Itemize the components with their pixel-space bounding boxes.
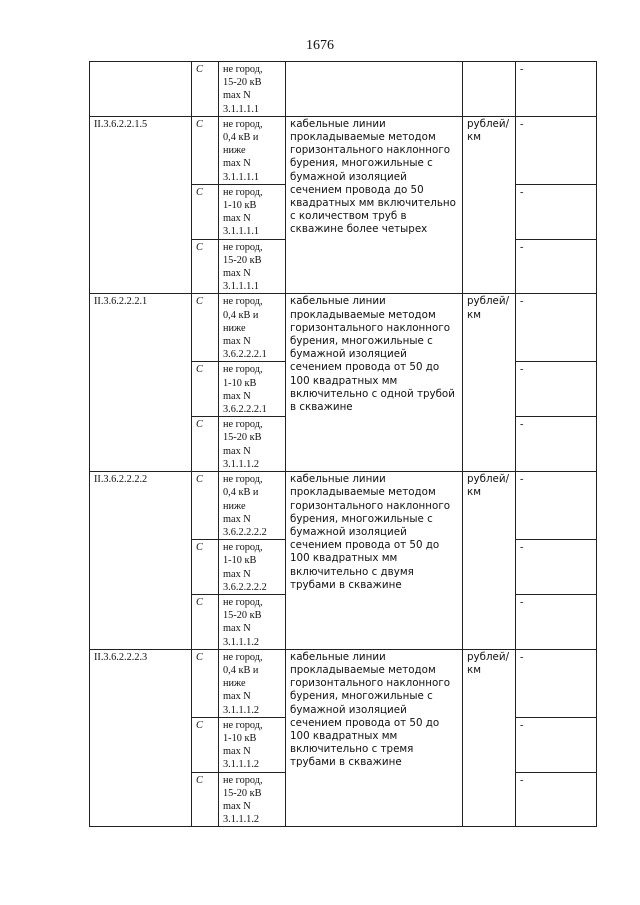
s-cell: С (192, 362, 219, 417)
condition-line: ниже (223, 500, 246, 512)
s-cell: С (192, 649, 219, 717)
description-cell: кабельные линии прокладываемые методом горизонтального наклонного бурения, многожильные с бумажной изоляцией сечением провода от 50 до 100 квадратных мм включительно с тремя трубами в скважине (286, 649, 463, 827)
s-cell: С (192, 540, 219, 595)
value-cell: - (516, 472, 597, 540)
table-row (90, 116, 597, 184)
condition-line: 1-10 кВ (223, 377, 257, 389)
condition-cell (219, 239, 286, 294)
condition-line: 15-20 кВ (223, 254, 262, 266)
condition-line: 3.1.1.1.2 (223, 636, 260, 648)
s-cell: С (192, 472, 219, 540)
condition-cell (219, 594, 286, 649)
description-cell: кабельные линии прокладываемые методом горизонтального наклонного бурения, многожильные с бумажной изоляцией сечением провода от 50 до 100 квадратных мм включительно с одной трубой в скважине (286, 294, 463, 472)
code-cell: II.3.6.2.2.2.3 (90, 649, 192, 827)
condition-line: не город, (223, 186, 263, 198)
condition-line: 0,4 кВ и (223, 132, 259, 144)
condition-line: не город, (223, 474, 263, 486)
condition-line: max N (223, 691, 251, 703)
s-cell: С (192, 772, 219, 827)
value-cell: - (516, 772, 597, 827)
condition-cell (219, 649, 286, 717)
condition-line: 15-20 кВ (223, 432, 262, 444)
condition-line: max N (223, 445, 251, 457)
unit-cell: рублей/ км (463, 294, 516, 472)
tariff-table-body (90, 62, 597, 827)
code-cell: II.3.6.2.2.1.5 (90, 116, 192, 294)
condition-line: 3.1.1.1.2 (223, 759, 260, 771)
condition-cell (219, 772, 286, 827)
code-cell: II.3.6.2.2.2.2 (90, 472, 192, 650)
condition-line: 0,4 кВ и (223, 664, 259, 676)
condition-line: не город, (223, 774, 263, 786)
condition-line: max N (223, 568, 251, 580)
condition-cell (219, 472, 286, 540)
value-cell: - (516, 362, 597, 417)
table-row (90, 649, 597, 717)
condition-cell (219, 717, 286, 772)
value-cell: - (516, 116, 597, 184)
unit-cell (463, 62, 516, 117)
condition-line: max N (223, 336, 251, 348)
value-cell: - (516, 62, 597, 117)
condition-line: ниже (223, 145, 246, 157)
value-cell: - (516, 417, 597, 472)
condition-line: 3.6.2.2.2.2 (223, 581, 267, 593)
value-cell: - (516, 184, 597, 239)
condition-cell (219, 62, 286, 117)
condition-line: не город, (223, 542, 263, 554)
condition-line: 3.1.1.1.1 (223, 281, 260, 293)
condition-line: не город, (223, 118, 263, 130)
s-cell: С (192, 717, 219, 772)
s-cell: С (192, 294, 219, 362)
condition-line: 3.1.1.1.2 (223, 704, 260, 716)
unit-cell: рублей/ км (463, 116, 516, 294)
condition-cell (219, 116, 286, 184)
table-row (90, 472, 597, 540)
description-cell (286, 62, 463, 117)
condition-line: max N (223, 800, 251, 812)
condition-line: max N (223, 513, 251, 525)
table-row-continuation (90, 62, 597, 117)
condition-cell (219, 294, 286, 362)
condition-line: max N (223, 268, 251, 280)
condition-line: 3.6.2.2.2.1 (223, 404, 267, 416)
condition-line: ниже (223, 322, 246, 334)
s-cell: С (192, 62, 219, 117)
page-number: 1676 (306, 38, 334, 53)
condition-line: не город, (223, 419, 263, 431)
s-cell: С (192, 594, 219, 649)
code-cell (90, 62, 192, 117)
condition-line: max N (223, 213, 251, 225)
condition-line: 3.6.2.2.2.1 (223, 349, 267, 361)
s-cell: С (192, 116, 219, 184)
code-cell: II.3.6.2.2.2.1 (90, 294, 192, 472)
condition-line: не город, (223, 64, 263, 75)
description-cell: кабельные линии прокладываемые методом горизонтального наклонного бурения, многожильные с бумажной изоляцией сечением провода до 50 квадратных мм включительно с количеством труб в скважине более четырех (286, 116, 463, 294)
condition-line: 0,4 кВ и (223, 309, 259, 321)
condition-line: 3.1.1.1.1 (223, 171, 260, 183)
condition-cell (219, 540, 286, 595)
condition-line: не город, (223, 241, 263, 253)
table-row (90, 294, 597, 362)
unit-cell: рублей/ км (463, 472, 516, 650)
value-cell: - (516, 239, 597, 294)
s-cell: С (192, 239, 219, 294)
value-cell: - (516, 717, 597, 772)
condition-line: 1-10 кВ (223, 555, 257, 567)
condition-line: не город, (223, 596, 263, 608)
s-cell: С (192, 184, 219, 239)
condition-cell (219, 362, 286, 417)
condition-line: max N (223, 746, 251, 758)
condition-line: max N (223, 390, 251, 402)
condition-line: не город, (223, 296, 263, 308)
condition-line: 3.1.1.1.1 (223, 226, 260, 238)
condition-line: 15-20 кВ (223, 610, 262, 622)
condition-line: 1-10 кВ (223, 200, 257, 212)
value-cell: - (516, 594, 597, 649)
condition-line: 3.1.1.1.1 (223, 103, 260, 115)
description-cell: кабельные линии прокладываемые методом горизонтального наклонного бурения, многожильные с бумажной изоляцией сечением провода от 50 до 100 квадратных мм включительно с двумя трубами в скважине (286, 472, 463, 650)
condition-line: не город, (223, 719, 263, 731)
condition-line: 1-10 кВ (223, 732, 257, 744)
condition-line: 15-20 кВ (223, 787, 262, 799)
unit-cell: рублей/ км (463, 649, 516, 827)
condition-line: 3.6.2.2.2.2 (223, 526, 267, 538)
condition-line: max N (223, 90, 251, 102)
condition-line: 0,4 кВ и (223, 487, 259, 499)
condition-line: max N (223, 158, 251, 170)
condition-line: не город, (223, 651, 263, 663)
tariff-table (89, 61, 597, 827)
condition-line: не город, (223, 364, 263, 376)
condition-line: ниже (223, 678, 246, 690)
condition-line: max N (223, 623, 251, 635)
condition-line: 15-20 кВ (223, 77, 262, 89)
value-cell: - (516, 540, 597, 595)
value-cell: - (516, 649, 597, 717)
condition-line: 3.1.1.1.2 (223, 814, 260, 826)
condition-line: 3.1.1.1.2 (223, 458, 260, 470)
value-cell: - (516, 294, 597, 362)
s-cell: С (192, 417, 219, 472)
condition-cell (219, 184, 286, 239)
condition-cell (219, 417, 286, 472)
